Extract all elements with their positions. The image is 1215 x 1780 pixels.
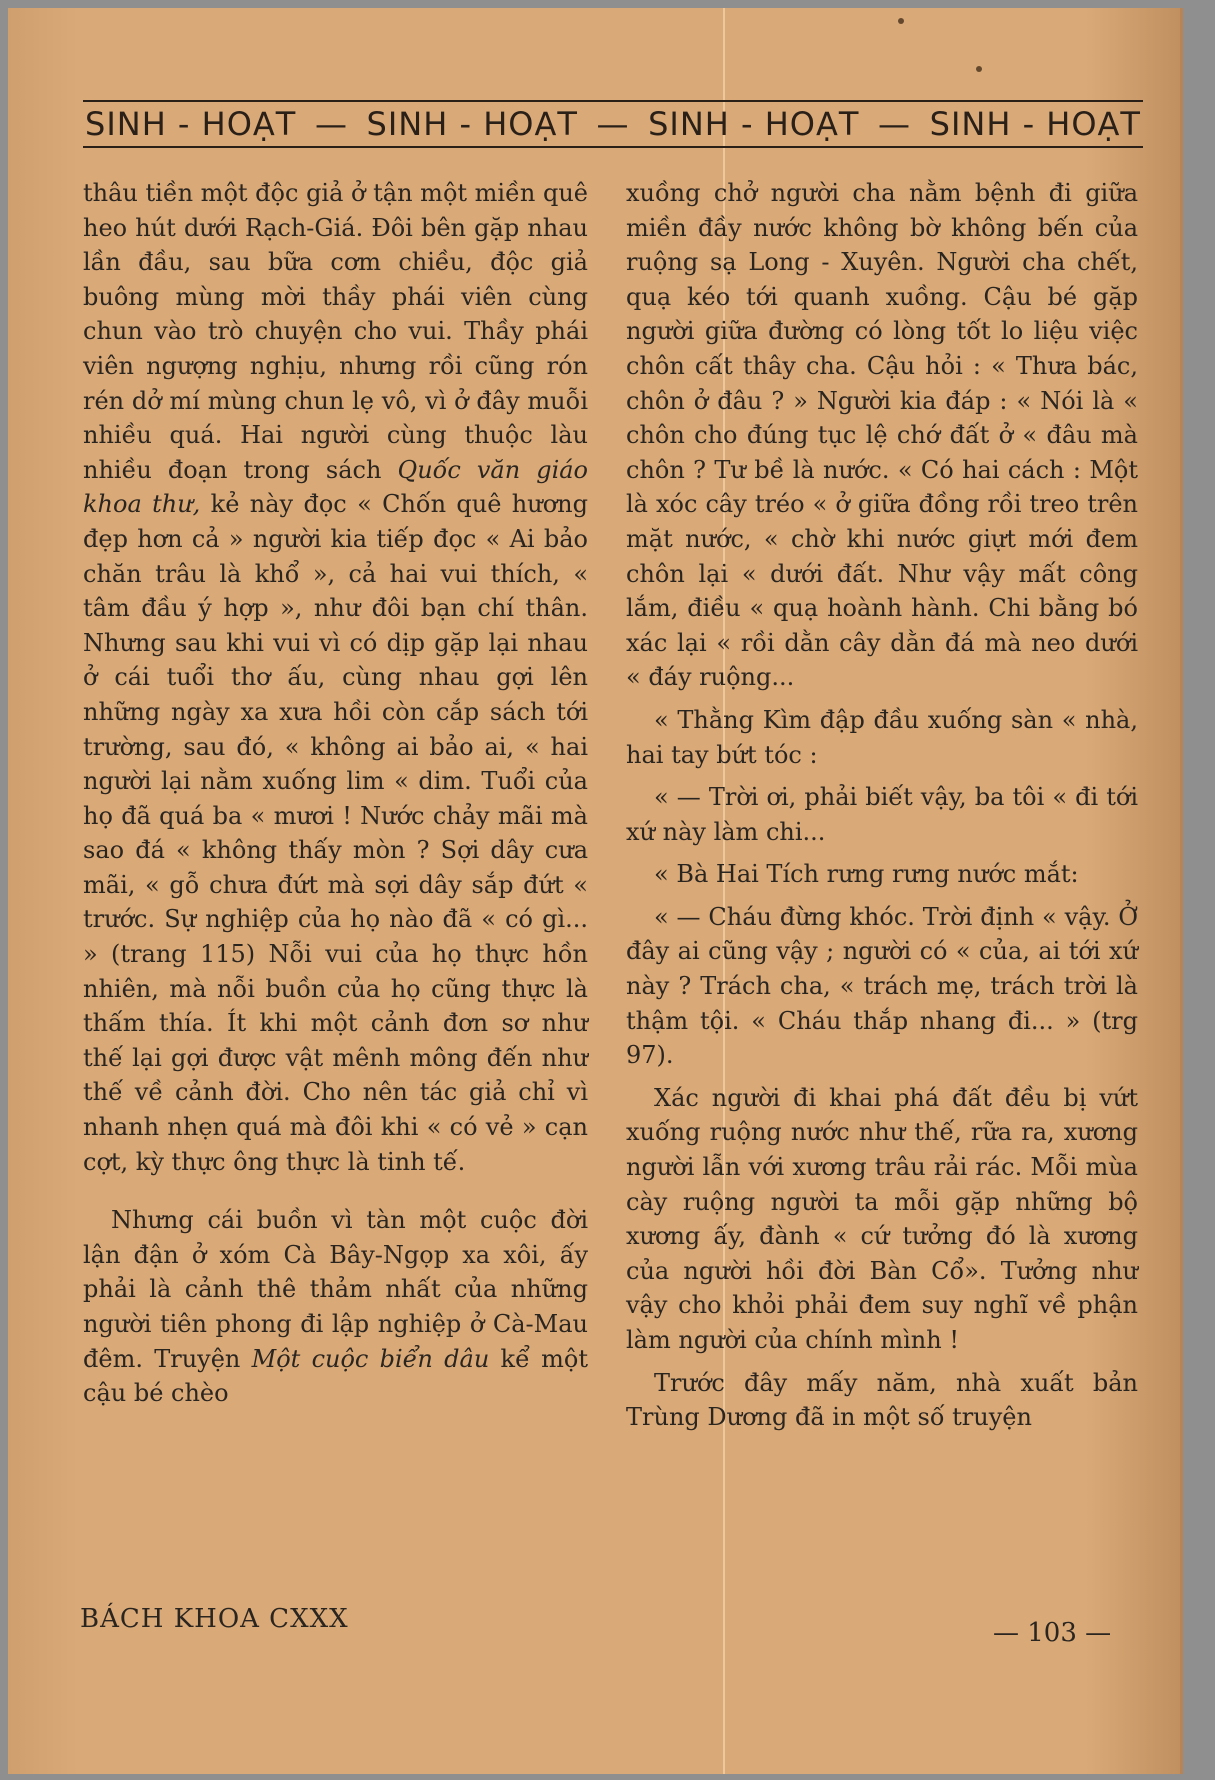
- story-title: Một cuộc biển dâu: [251, 1344, 490, 1373]
- paragraph: [83, 176, 588, 1179]
- right-column: [626, 176, 1138, 1435]
- header-item: SINH - HOẠT: [366, 105, 578, 143]
- ink-spot: [976, 66, 982, 72]
- page: [8, 8, 1183, 1774]
- header-item: SINH - HOẠT: [929, 105, 1141, 143]
- paragraph: « Thằng Kìm đập đầu xuống sàn « nhà, hai tay bứt tóc :: [626, 705, 1138, 769]
- text: thâu tiền một độc giả ở tận một miền quê heo hút dưới Rạch-Giá. Đôi bên gặp nhau lần đầu, sau bữa cơm chiều, độc giả buông mùng mời thầy phái viên cùng chun vào trò chuyện cho vui. Thầy phái viên ngượng nghịu, nhưng rồi cũng rón rén dở mí mùng chun lẹ vô, vì ở đây muỗi nhiều quá. Hai người cùng thuộc làu nhiều đoạn trong sách: [83, 179, 588, 484]
- paragraph: Trước đây mấy năm, nhà xuất bản Trùng Dương đã in một số truyện: [626, 1368, 1138, 1432]
- header-separator: —: [596, 105, 630, 143]
- left-column: [83, 176, 588, 1411]
- running-header: [83, 100, 1143, 148]
- publication-name: BÁCH KHOA CXXX: [80, 1604, 349, 1634]
- header-item: SINH - HOẠT: [648, 105, 860, 143]
- book-title: Quốc văn giáo khoa thư,: [83, 455, 588, 519]
- header-separator: —: [878, 105, 912, 143]
- header-item: SINH - HOẠT: [85, 105, 297, 143]
- paragraph: [83, 1203, 588, 1411]
- paragraph: xuồng chở người cha nằm bệnh đi giữa miền đầy nước không bờ không bến của ruộng sạ Long - Xuyên. Người cha chết, quạ kéo tới quanh xuồng. Cậu bé gặp người giữa đường có lòng tốt lo liệu việc chôn cất thây cha. Cậu hỏi : « Thưa bác, chôn ở đâu ? » Người kia đáp : « Nói là « chôn cho đúng tục lệ chớ đất ở « đâu mà chôn ? Tư bề là nước. « Có hai cách : Một là xóc cây tréo « ở giữa đồng rồi treo trên mặt nước, « chờ khi nước giựt mới đem chôn lại « dưới đất. Như vậy mất công lắm, điều « quạ hoành hành. Chi bằng bó xác lại « rồi dằn cây dằn đá mà neo dưới « đáy ruộng...: [626, 179, 1138, 692]
- text: kẻ này đọc « Chốn quê hương đẹp hơn cả » người kia tiếp đọc « Ai bảo chăn trâu là khổ », cả hai vui thích, « tâm đầu ý hợp », như đôi bạn chí thân. Nhưng sau khi vui vì có dịp gặp lại nhau ở cái tuổi thơ ấu, cùng nhau gợi lên những ngày xa xưa hồi còn cắp sách tới trường, sau đó, « không ai bảo ai, « hai người lại nằm xuống lim « dim. Tuổi của họ đã quá ba « mươi ! Nước chảy mãi mà sao đá « không thấy mòn ? Sợi dây cưa mãi, « gỗ chưa đứt mà sợi dây sắp đứt « trước. Sự nghiệp của họ nào đã « có gì... » (trang 115) Nỗi vui của họ thực hồn nhiên, mà nỗi buồn của họ cũng thực là thấm thía. Ít khi một cảnh đơn sơ như thế lại gợi được vật mênh mông đến như thế về cảnh đời. Cho nên tác giả chỉ vì nhanh nhẹn quá mà đôi khi « có vẻ » cạn cợt, kỳ thực ông thực là tinh tế.: [83, 490, 588, 1176]
- text: Nhưng cái buồn vì tàn một cuộc đời lận đận ở xóm Cà Bây-Ngọp xa xôi, ấy phải là cảnh thê thảm nhất của những người tiên phong đi lập nghiệp ở Cà-Mau đêm. Truyện: [83, 1206, 588, 1373]
- ink-spot: [898, 18, 904, 24]
- page-number: — 103 —: [993, 1618, 1112, 1648]
- paragraph: « — Cháu đừng khóc. Trời định « vậy. Ở đây ai cũng vậy ; người có « của, ai tới xứ này ? Trách cha, « trách mẹ, trách trời là thậm tội. « Cháu thắp nhang đi... » (trg 97).: [626, 902, 1138, 1070]
- header-separator: —: [314, 105, 348, 143]
- text: kể một cậu bé chèo: [83, 1344, 588, 1408]
- paragraph: « Bà Hai Tích rưng rưng nước mắt:: [654, 860, 1079, 889]
- paragraph: « — Trời ơi, phải biết vậy, ba tôi « đi tới xứ này làm chi...: [626, 783, 1138, 846]
- paragraph: Xác người đi khai phá đất đều bị vứt xuống ruộng nước như thế, rữa ra, xương người lẫn với xương trâu rải rác. Mỗi mùa cày ruộng người ta mỗi gặp những bộ xương ấy, đành « cứ tưởng đó là xương của người hồi đời Bàn Cổ». Tưởng như vậy cho khỏi phải đem suy nghĩ về phận làm người của chính mình !: [626, 1083, 1138, 1354]
